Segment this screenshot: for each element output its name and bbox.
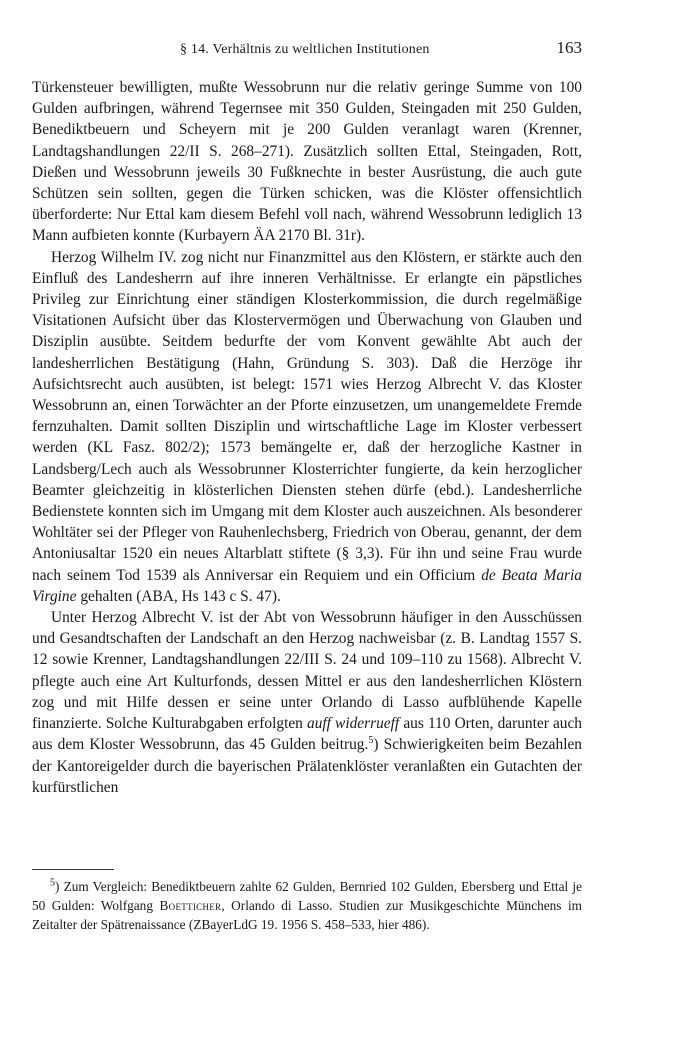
- paragraph-2: [32, 247, 582, 607]
- footnote: [32, 877, 582, 934]
- footnote-lead: ) Zum Vergleich: Benediktbeuern zahlte 62 Gulden, Bernried 102 Gulden, Ebersberg und Ettal je 50 Gulden: Wolfgang: [32, 879, 582, 913]
- paragraph-3-italic: auff widerrueff: [307, 715, 400, 733]
- page-header: [30, 38, 582, 62]
- paragraph-3-text: Unter Herzog Albrecht V. ist der Abt von Wessobrunn häufiger in den Ausschüssen und Gesandtschaften der Landschaft an den Herzog nachweisbar (z. B. Landtag 1557 S. 12 sowie Krenner, Landtagshandlungen 22/III S. 24 und 109–110 zu 1568). Albrecht V. pflegte auch eine Art Kulturfonds, dessen Mittel er aus den landesherrlichen Klöstern zog und mit Hilfe dessen er seine unter Orlando di Lasso aufblühende Kapelle finanzierte. Solche Kulturabgaben erfolgten: [32, 609, 582, 733]
- footnote-marker: 5: [50, 877, 55, 889]
- paragraph-2-text: Herzog Wilhelm IV. zog nicht nur Finanzmittel aus den Klöstern, er stärkte auch den Einfluß des Landesherrn auf ihre inneren Verhältnisse. Er erlangte ein päpstliches Privileg zur Einrichtung einer ständigen Klosterkommission, die durch regelmäßige Visitationen Aufsicht über das Klostervermögen und Überwachung von Glauben und Disziplin ausübte. Seitdem bedurfte der vom Konvent gewählte Abt auch der landesherrlichen Bestätigung (Hahn, Gründung S. 303). Daß die Herzöge ihr Aufsichtsrecht auch ausübten, ist belegt: 1571 wies Herzog Albrecht V. das Kloster Wessobrunn an, einen Torwächter an der Pforte einzusetzen, um unangemeldete Fremde fernzuhalten. Damit sollten Disziplin und wirtschaftliche Lage im Kloster verbessert werden (KL Fasz. 802/2); 1573 bemängelte er, daß der herzogliche Kastner in Landsberg/Lech auch als Wessobrunner Klosterrichter fungierte, da kein herzoglicher Beamter gleichzeitig in klösterlichen Diensten stehen dürfe (ebd.). Landesherrliche Bedienstete konnten sich im Umgang mit dem Kloster auch auszeichnen. Als besonderer Wohltäter sei der Pfleger von Rauhenlechsberg, Friedrich von Oberau, genannt, der dem Antoniusaltar 1520 ein neues Altarblatt stiftete (§ 3,3). Für ihn und seine Frau wurde nach seinem Tod 1539 als Anniversar ein Requiem und ein Officium: [32, 248, 582, 584]
- footnote-reference[interactable]: 5: [368, 735, 374, 747]
- paragraph-1-text: Türkensteuer bewilligten, mußte Wessobrunn nur die relativ geringe Summe von 100 Gulden aufbringen, während Tegernsee mit 350 Gulden, Steingaden mit 250 Gulden, Benediktbeuern und Scheyern mit je 200 Gulden veranlagt waren (Krenner, Landtagshandlungen 22/II S. 268–271). Zusätzlich sollten Ettal, Steingaden, Rott, Dießen und Wessobrunn jeweils 30 Fußknechte in bester Ausrüstung, die auch gute Schützen sein sollten, gegen die Türken schicken, was die Klöster offensichtlich überforderte: Nur Ettal kam diesem Befehl voll nach, während Wessobrunn lediglich 13 Mann aufbieten konnte (Kurbayern ÄA 2170 Bl. 31r).: [32, 79, 582, 245]
- paragraph-3-tail: aus 110 Orten, darunter auch aus dem Kloster Wessobrunn, das 45 Gulden beitrug.: [32, 715, 583, 754]
- paragraph-2-tail: gehalten (ABA, Hs 143 c S. 47).: [80, 587, 281, 605]
- paragraph-3: [32, 607, 582, 798]
- body-text: [32, 77, 582, 798]
- footnote-rest: , Orlando di Lasso. Studien zur Musikgeschichte Münchens im Zeitalter der Spätrenaissance (ZBayerLdG 19. 1956 S. 458–533, hier 486).: [32, 898, 583, 932]
- paragraph-2-italic: de Beata Maria Virgine: [32, 566, 582, 605]
- footnote-author: Boetticher: [159, 898, 222, 913]
- paragraph-1: [32, 77, 582, 247]
- running-head: § 14. Verhältnis zu weltlichen Institutionen: [180, 42, 430, 57]
- page-number: 163: [556, 38, 582, 57]
- footnote-divider: [32, 869, 114, 870]
- paragraph-3-continuation: ) Schwierigkeiten beim Bezahlen der Kantoreigelder durch die bayerischen Prälatenklöster veranlaßten ein Gutachten der kurfürstlichen: [32, 736, 582, 796]
